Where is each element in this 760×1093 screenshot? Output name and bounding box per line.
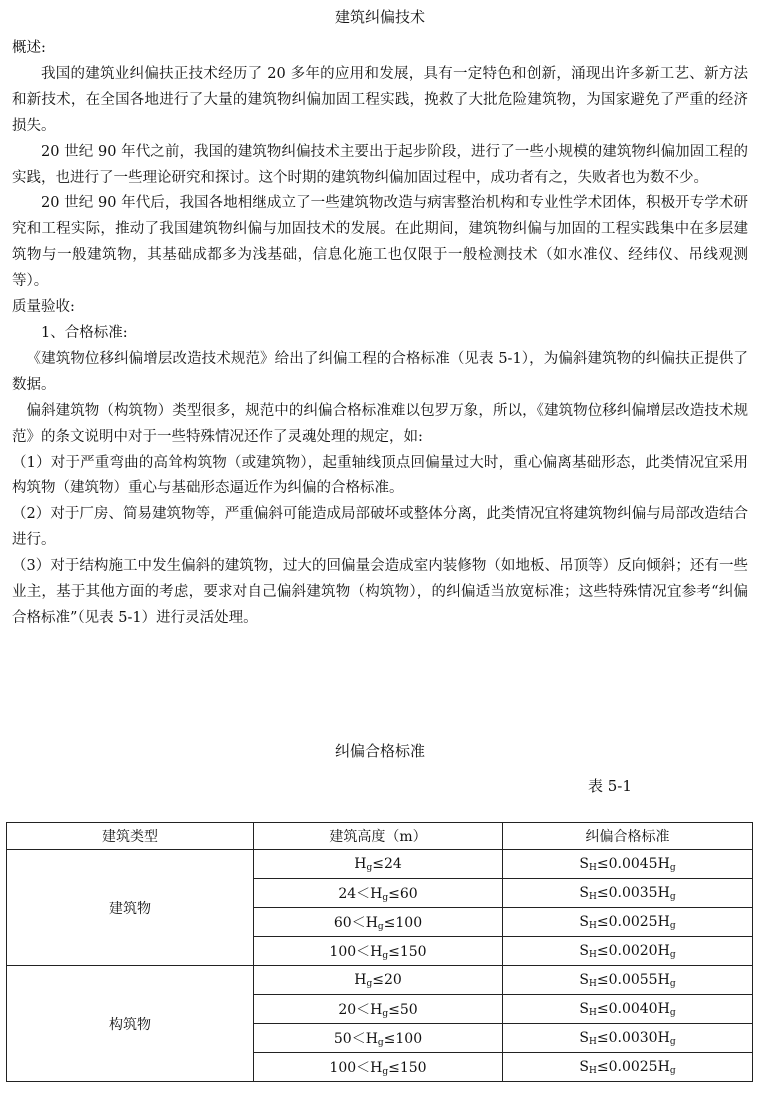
table-row	[7, 850, 753, 879]
height-range-cell	[254, 908, 503, 937]
deviation-subscript: H	[589, 862, 597, 873]
deviation-symbol: S	[579, 971, 590, 988]
standard-coefficient: ≤0.0045H	[596, 855, 670, 872]
table-row	[7, 966, 753, 995]
deviation-symbol: S	[579, 855, 590, 872]
standard-value-cell	[503, 966, 753, 995]
standard-value-cell	[503, 1053, 753, 1082]
height-range-cell	[254, 937, 503, 966]
height-subscript: g	[669, 862, 676, 873]
height-range-cell	[254, 879, 503, 908]
height-range-cell	[254, 850, 503, 879]
height-range-limit: ≤20	[372, 971, 402, 988]
deviation-subscript: H	[589, 920, 597, 931]
height-range-prefix: 50＜H	[333, 1031, 378, 1047]
height-subscript: g	[669, 978, 676, 989]
deviation-symbol: S	[579, 1058, 590, 1075]
table-body	[7, 850, 753, 1082]
height-subscript: g	[669, 1007, 676, 1018]
header-building-height: 建筑高度（m）	[254, 823, 503, 850]
height-subscript: g	[669, 920, 676, 931]
table-title: 纠偏合格标准	[334, 742, 425, 760]
height-range-prefix: 24＜H	[338, 886, 383, 902]
height-subscript: g	[377, 922, 384, 932]
document-body	[12, 36, 748, 632]
quality-heading: 质量验收:	[12, 299, 75, 316]
qualified-heading: 1、合格标准:	[41, 324, 128, 341]
deviation-subscript: H	[589, 1007, 597, 1018]
height-range-prefix: H	[354, 855, 367, 872]
building-type-cell: 建筑物	[7, 850, 254, 966]
standard-coefficient: ≤0.0030H	[596, 1029, 670, 1046]
overview-heading: 概述:	[12, 40, 46, 56]
standard-value-cell	[503, 879, 753, 908]
height-range-cell	[254, 995, 503, 1024]
height-subscript: g	[669, 949, 676, 960]
height-subscript: g	[366, 978, 373, 989]
height-range-limit: ≤24	[372, 855, 402, 872]
height-range-cell	[254, 966, 503, 995]
overview-paragraph-3: 20 世纪 90 年代后，我国各地相继成立了一些建筑物改造与病害整治机构和专业性学术团体，积极开专学术研究和工程实际，推动了我国建筑物纠偏与加固技术的发展。在此期间，建筑物纠偏与加固的工程实践集中在多层建筑物与一般建筑物，其基础成都多为浅基础，信息化施工也仅限于一般检测技术（如水准仪、经纬仪、吊线观测等）。	[12, 195, 748, 290]
building-type-cell: 构筑物	[7, 966, 254, 1082]
height-range-limit: ≤150	[388, 1060, 427, 1076]
deviation-symbol: S	[579, 942, 590, 959]
height-range-limit: ≤60	[388, 886, 418, 902]
standard-coefficient: ≤0.0055H	[596, 971, 670, 988]
height-range-prefix: H	[354, 971, 367, 988]
deviation-symbol: S	[579, 913, 590, 930]
qualified-paragraph-2: 偏斜建筑物（构筑物）类型很多，规范中的纠偏合格标准难以包罗万象，所以，《建筑物位移纠偏增层改造技术规范》的条文说明中对于一些特殊情况还作了灵魂处理的规定，如:	[12, 402, 748, 445]
height-range-limit: ≤100	[383, 915, 423, 931]
height-range-prefix: 100＜H	[329, 1060, 383, 1076]
height-subscript: g	[382, 1009, 389, 1019]
deviation-subscript: H	[589, 1065, 597, 1076]
standard-value-cell	[503, 850, 753, 879]
header-building-type: 建筑类型	[7, 823, 254, 850]
overview-paragraph-1: 我国的建筑业纠偏扶正技术经历了 20 多年的应用和发展，具有一定特色和创新，涌现出许多新工艺、新方法和新技术，在全国各地进行了大量的建筑物纠偏加固工程实践，挽救了大批危险建筑物，为国家避免了严重的经济损失。	[12, 65, 748, 134]
deviation-subscript: H	[589, 1036, 597, 1047]
qualified-paragraph-1: 《建筑物位移纠偏增层改造技术规范》给出了纠偏工程的合格标准（见表 5-1），为偏斜建筑物的纠偏扶正提供了数据。	[12, 350, 748, 393]
header-standard: 纠偏合格标准	[503, 823, 753, 850]
height-range-cell	[254, 1024, 503, 1053]
special-case-1: （1）对于严重弯曲的高耸构筑物（或建筑物），起重轴线顶点回偏量过大时，重心偏离基础形态，此类情况宜采用构筑物（建筑物）重心与基础形态逼近作为纠偏的合格标准。	[12, 454, 748, 497]
standard-value-cell	[503, 995, 753, 1024]
height-range-prefix: 20＜H	[338, 1002, 383, 1018]
standard-coefficient: ≤0.0025H	[596, 1058, 670, 1075]
table-header-row	[7, 823, 753, 850]
standard-coefficient: ≤0.0025H	[596, 913, 670, 930]
height-range-prefix: 60＜H	[333, 915, 378, 931]
deviation-subscript: H	[589, 978, 597, 989]
document-title: 建筑纠偏技术	[334, 8, 425, 26]
height-range-limit: ≤100	[383, 1031, 423, 1047]
special-case-2: （2）对于厂房、简易建筑物等，严重偏斜可能造成局部破坏或整体分离，此类情况宜将建筑物纠偏与局部改造结合进行。	[12, 506, 748, 549]
standard-value-cell	[503, 937, 753, 966]
standard-value-cell	[503, 908, 753, 937]
qualification-table	[6, 822, 753, 1082]
deviation-symbol: S	[579, 1029, 590, 1046]
height-subscript: g	[382, 1067, 389, 1077]
standard-coefficient: ≤0.0020H	[596, 942, 670, 959]
height-subscript: g	[669, 1036, 676, 1047]
special-case-3: （3）对于结构施工中发生偏斜的建筑物，过大的回偏量会造成室内装修物（如地板、吊顶等）反向倾斜；还有一些业主，基于其他方面的考虑，要求对自己偏斜建筑物（构筑物），的纠偏适当放宽标准；这些特殊情况宜参考“纠偏合格标准”（见表 5-1）进行灵活处理。	[12, 558, 748, 626]
table-number: 表 5-1	[588, 777, 632, 795]
standard-coefficient: ≤0.0035H	[596, 884, 670, 901]
deviation-subscript: H	[589, 949, 597, 960]
deviation-symbol: S	[579, 1000, 590, 1017]
standard-value-cell	[503, 1024, 753, 1053]
height-subscript: g	[382, 893, 389, 903]
deviation-symbol: S	[579, 884, 590, 901]
height-subscript: g	[669, 891, 676, 902]
height-subscript: g	[669, 1065, 676, 1076]
height-subscript: g	[377, 1038, 384, 1048]
height-subscript: g	[366, 862, 373, 873]
standard-coefficient: ≤0.0040H	[596, 1000, 670, 1017]
height-range-limit: ≤150	[388, 944, 427, 960]
height-range-limit: ≤50	[388, 1002, 418, 1018]
deviation-subscript: H	[589, 891, 597, 902]
height-subscript: g	[382, 951, 389, 961]
height-range-cell	[254, 1053, 503, 1082]
height-range-prefix: 100＜H	[329, 944, 383, 960]
overview-paragraph-2: 20 世纪 90 年代之前，我国的建筑物纠偏技术主要出于起步阶段，进行了一些小规模的建筑物纠偏加固工程的实践，也进行了一些理论研究和探讨。这个时期的建筑物纠偏加固过程中，成功者有之，失败者也为数不少。	[12, 143, 748, 186]
